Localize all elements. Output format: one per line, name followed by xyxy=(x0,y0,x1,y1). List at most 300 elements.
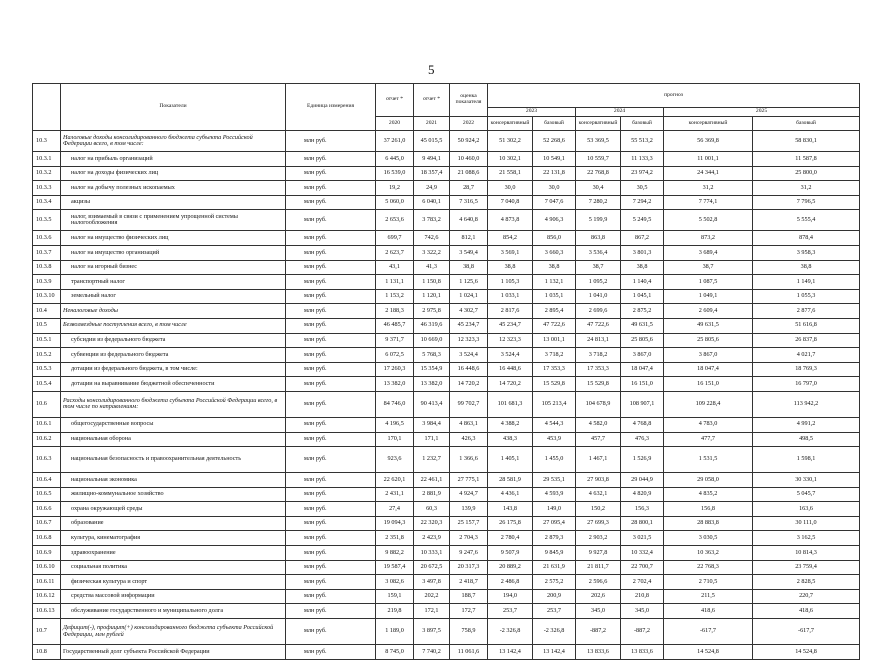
base-2025-header: базовый xyxy=(753,117,860,131)
row-value: 4 924,7 xyxy=(450,487,488,502)
table-row xyxy=(33,333,860,348)
row-indicator: культура, кинематография xyxy=(61,531,286,546)
row-value: 19 587,4 xyxy=(376,560,414,575)
row-value: 2 423,9 xyxy=(414,531,450,546)
row-value: 25 805,6 xyxy=(621,333,664,348)
row-indicator: транспортный налог xyxy=(61,275,286,290)
row-value: 5 045,7 xyxy=(753,487,860,502)
row-value: 3 536,4 xyxy=(576,245,621,260)
row-code: 10.4 xyxy=(33,304,61,319)
row-value: 9 845,9 xyxy=(533,546,576,561)
table-row xyxy=(33,391,860,417)
row-value: 10 549,1 xyxy=(533,152,576,167)
row-value: 27 903,8 xyxy=(576,473,621,488)
row-value: 812,1 xyxy=(450,231,488,246)
row-unit: млн руб. xyxy=(286,575,376,590)
row-value: 3 867,0 xyxy=(664,348,753,363)
row-value: 194,0 xyxy=(488,589,533,604)
row-value: 3 984,4 xyxy=(414,417,450,432)
row-value: 2 975,8 xyxy=(414,304,450,319)
table-row xyxy=(33,417,860,432)
row-value: 476,3 xyxy=(621,432,664,447)
row-value: 418,6 xyxy=(664,604,753,619)
row-value: 172,1 xyxy=(414,604,450,619)
row-value: 13 142,4 xyxy=(488,645,533,660)
row-value: 2 702,4 xyxy=(621,575,664,590)
row-value: 202,2 xyxy=(414,589,450,604)
row-value: 22 461,1 xyxy=(414,473,450,488)
row-indicator: Государственный долг субъекта Российской Федерации xyxy=(61,645,286,660)
row-value: 1 120,1 xyxy=(414,289,450,304)
row-value: 99 702,7 xyxy=(450,391,488,417)
row-code: 10.8 xyxy=(33,645,61,660)
row-value: 453,9 xyxy=(533,432,576,447)
row-code: 10.6.11 xyxy=(33,575,61,590)
forecast-header: прогноз xyxy=(488,84,860,108)
row-value: 7 796,5 xyxy=(753,195,860,210)
row-code: 10.6.6 xyxy=(33,502,61,517)
row-value: 7 740,2 xyxy=(414,645,450,660)
row-value: 6 072,5 xyxy=(376,348,414,363)
row-value: 7 316,5 xyxy=(450,195,488,210)
row-unit: млн руб. xyxy=(286,546,376,561)
row-value: 46 485,7 xyxy=(376,318,414,333)
row-value: 438,3 xyxy=(488,432,533,447)
row-value: 14 720,2 xyxy=(488,377,533,392)
row-indicator: налог на имущество организаций xyxy=(61,245,286,260)
row-value: 498,5 xyxy=(753,432,860,447)
row-code: 10.3.7 xyxy=(33,245,61,260)
row-value: 8 745,0 xyxy=(376,645,414,660)
row-value: 25 800,0 xyxy=(753,166,860,181)
conservative-2025-header: консервативный xyxy=(664,117,753,131)
row-value: 457,7 xyxy=(576,432,621,447)
table-row xyxy=(33,589,860,604)
row-value: 5 060,0 xyxy=(376,195,414,210)
row-value: 11 061,6 xyxy=(450,645,488,660)
row-value: 4 783,0 xyxy=(664,417,753,432)
row-value: 1 045,1 xyxy=(621,289,664,304)
row-value: 5 768,3 xyxy=(414,348,450,363)
row-unit: млн руб. xyxy=(286,531,376,546)
row-value: 28 883,8 xyxy=(664,516,753,531)
row-value: 150,2 xyxy=(576,502,621,517)
row-value: 30,0 xyxy=(488,181,533,196)
row-value: 200,9 xyxy=(533,589,576,604)
row-value: 28 800,1 xyxy=(621,516,664,531)
row-value: 1 526,9 xyxy=(621,447,664,473)
row-value: 12 323,3 xyxy=(450,333,488,348)
table-row xyxy=(33,210,860,231)
row-unit: млн руб. xyxy=(286,447,376,473)
row-value: 253,7 xyxy=(533,604,576,619)
row-value: 923,6 xyxy=(376,447,414,473)
row-value: -887,2 xyxy=(621,619,664,645)
table-row xyxy=(33,502,860,517)
row-value: 22 320,3 xyxy=(414,516,450,531)
row-code: 10.6.8 xyxy=(33,531,61,546)
row-value: 90 413,4 xyxy=(414,391,450,417)
row-value: 20 889,2 xyxy=(488,560,533,575)
row-value: 17 353,3 xyxy=(576,362,621,377)
row-value: 220,7 xyxy=(753,589,860,604)
row-value: 4 593,9 xyxy=(533,487,576,502)
row-value: 171,1 xyxy=(414,432,450,447)
row-indicator: национальная безопасность и правоохранительная деятельность xyxy=(61,447,286,473)
row-value: 7 280,2 xyxy=(576,195,621,210)
table-row xyxy=(33,560,860,575)
row-code: 10.5.4 xyxy=(33,377,61,392)
row-value: 13 001,1 xyxy=(533,333,576,348)
row-value: 2 596,6 xyxy=(576,575,621,590)
table-row xyxy=(33,348,860,363)
row-value: 426,3 xyxy=(450,432,488,447)
row-value: 11 133,3 xyxy=(621,152,664,167)
row-value: 5 555,4 xyxy=(753,210,860,231)
row-value: 27 095,4 xyxy=(533,516,576,531)
row-value: 16 151,0 xyxy=(664,377,753,392)
table-row xyxy=(33,575,860,590)
year-2025-header: 2025 xyxy=(664,108,860,117)
row-unit: млн руб. xyxy=(286,391,376,417)
row-value: 4 835,2 xyxy=(664,487,753,502)
row-value: 14 524,8 xyxy=(664,645,753,660)
row-code: 10.6.4 xyxy=(33,473,61,488)
row-indicator: Дефицит(-), профицит(+) консолидированного бюджета субъекта Российской Федерации, млн рублей xyxy=(61,619,286,645)
row-value: 13 382,0 xyxy=(414,377,450,392)
row-indicator: социальная политика xyxy=(61,560,286,575)
table-row xyxy=(33,260,860,275)
row-code: 10.6.1 xyxy=(33,417,61,432)
row-value: 49 631,5 xyxy=(621,318,664,333)
row-code: 10.6.2 xyxy=(33,432,61,447)
row-code: 10.5.3 xyxy=(33,362,61,377)
row-value: 56 369,8 xyxy=(664,131,753,152)
row-value: 27,4 xyxy=(376,502,414,517)
row-value: 38,8 xyxy=(450,260,488,275)
row-value: 21 631,9 xyxy=(533,560,576,575)
row-unit: млн руб. xyxy=(286,473,376,488)
conservative-2024-header: консервативный xyxy=(576,117,621,131)
estimate-header: оценка показателя xyxy=(450,84,488,117)
year-2024-header: 2024 xyxy=(576,108,664,117)
table-row xyxy=(33,447,860,473)
row-value: 22 768,8 xyxy=(576,166,621,181)
row-value: 17 260,3 xyxy=(376,362,414,377)
table-row xyxy=(33,289,860,304)
row-value: 3 569,1 xyxy=(488,245,533,260)
row-value: 477,7 xyxy=(664,432,753,447)
base-2023-header: базовый xyxy=(533,117,576,131)
row-value: 20 317,3 xyxy=(450,560,488,575)
row-value: 6 040,1 xyxy=(414,195,450,210)
row-value: 45 234,7 xyxy=(488,318,533,333)
row-value: 14 720,2 xyxy=(450,377,488,392)
row-value: 38,8 xyxy=(533,260,576,275)
row-unit: млн руб. xyxy=(286,152,376,167)
row-code: 10.5 xyxy=(33,318,61,333)
row-value: 51 302,2 xyxy=(488,131,533,152)
unit-header: Единица измерения xyxy=(286,84,376,131)
row-value: 25 805,6 xyxy=(664,333,753,348)
row-value: 1 055,3 xyxy=(753,289,860,304)
row-value: 10 333,1 xyxy=(414,546,450,561)
row-value: 3 867,0 xyxy=(621,348,664,363)
row-value: 4 302,7 xyxy=(450,304,488,319)
row-unit: млн руб. xyxy=(286,318,376,333)
row-value: 742,6 xyxy=(414,231,450,246)
row-value: 30,5 xyxy=(621,181,664,196)
row-code: 10.3.2 xyxy=(33,166,61,181)
row-code: 10.6.7 xyxy=(33,516,61,531)
row-code: 10.6.9 xyxy=(33,546,61,561)
row-indicator: налог на доходы физических лиц xyxy=(61,166,286,181)
row-value: 856,0 xyxy=(533,231,576,246)
row-code: 10.6.12 xyxy=(33,589,61,604)
row-value: 159,1 xyxy=(376,589,414,604)
row-indicator: дотации из федерального бюджета, в том числе: xyxy=(61,362,286,377)
row-indicator: здравоохранение xyxy=(61,546,286,561)
row-unit: млн руб. xyxy=(286,362,376,377)
row-value: 16 151,0 xyxy=(621,377,664,392)
table-row xyxy=(33,377,860,392)
row-value: 3 524,4 xyxy=(450,348,488,363)
row-value: 4 021,7 xyxy=(753,348,860,363)
row-value: 10 814,3 xyxy=(753,546,860,561)
table-row xyxy=(33,546,860,561)
row-unit: млн руб. xyxy=(286,516,376,531)
row-code: 10.3 xyxy=(33,131,61,152)
row-value: 18 047,4 xyxy=(664,362,753,377)
row-value: 3 030,5 xyxy=(664,531,753,546)
row-code: 10.3.8 xyxy=(33,260,61,275)
table-row xyxy=(33,195,860,210)
row-value: -2 326,8 xyxy=(533,619,576,645)
row-value: 23 974,2 xyxy=(621,166,664,181)
row-code: 10.6.13 xyxy=(33,604,61,619)
row-value: 4 632,1 xyxy=(576,487,621,502)
row-value: 19 094,3 xyxy=(376,516,414,531)
row-code: 10.3.3 xyxy=(33,181,61,196)
table-row xyxy=(33,304,860,319)
row-value: 699,7 xyxy=(376,231,414,246)
row-value: 4 768,8 xyxy=(621,417,664,432)
row-indicator: национальная оборона xyxy=(61,432,286,447)
row-code: 10.3.6 xyxy=(33,231,61,246)
row-value: 1 125,6 xyxy=(450,275,488,290)
row-value: 5 502,8 xyxy=(664,210,753,231)
row-value: 156,3 xyxy=(621,502,664,517)
table-row xyxy=(33,645,860,660)
row-unit: млн руб. xyxy=(286,560,376,575)
row-value: 253,7 xyxy=(488,604,533,619)
row-indicator: охрана окружающей среды xyxy=(61,502,286,517)
row-value: 18 769,3 xyxy=(753,362,860,377)
row-value: 10 332,4 xyxy=(621,546,664,561)
row-value: 4 640,8 xyxy=(450,210,488,231)
row-value: 10 669,0 xyxy=(414,333,450,348)
row-unit: млн руб. xyxy=(286,181,376,196)
row-indicator: налог на добычу полезных ископаемых xyxy=(61,181,286,196)
row-value: 22 131,8 xyxy=(533,166,576,181)
row-value: 758,9 xyxy=(450,619,488,645)
row-value: -617,7 xyxy=(753,619,860,645)
row-value: 9 882,2 xyxy=(376,546,414,561)
table-row xyxy=(33,275,860,290)
row-indicator: образование xyxy=(61,516,286,531)
row-value: 30 111,0 xyxy=(753,516,860,531)
row-value: 16 539,0 xyxy=(376,166,414,181)
row-unit: млн руб. xyxy=(286,131,376,152)
row-value: 23 759,4 xyxy=(753,560,860,575)
row-value: 10 559,7 xyxy=(576,152,621,167)
row-indicator: Безвозмездные поступления всего, в том числе xyxy=(61,318,286,333)
row-unit: млн руб. xyxy=(286,166,376,181)
row-value: 31,2 xyxy=(664,181,753,196)
table-row xyxy=(33,166,860,181)
row-value: 53 369,5 xyxy=(576,131,621,152)
row-value: 16 448,6 xyxy=(488,362,533,377)
row-value: 2 903,2 xyxy=(576,531,621,546)
row-value: 22 700,7 xyxy=(621,560,664,575)
row-unit: млн руб. xyxy=(286,604,376,619)
page-number: 5 xyxy=(428,62,435,77)
row-value: 55 513,2 xyxy=(621,131,664,152)
row-value: 188,7 xyxy=(450,589,488,604)
row-value: -2 326,8 xyxy=(488,619,533,645)
row-value: 3 958,3 xyxy=(753,245,860,260)
row-value: 3 497,8 xyxy=(414,575,450,590)
row-value: 14 524,8 xyxy=(753,645,860,660)
row-code: 10.5.2 xyxy=(33,348,61,363)
row-value: 1 140,4 xyxy=(621,275,664,290)
row-value: 38,8 xyxy=(488,260,533,275)
row-value: 17 353,3 xyxy=(533,362,576,377)
row-code: 10.3.4 xyxy=(33,195,61,210)
row-value: 4 991,2 xyxy=(753,417,860,432)
row-value: 1 150,8 xyxy=(414,275,450,290)
forecast-table xyxy=(32,83,860,660)
row-value: 105 213,4 xyxy=(533,391,576,417)
row-value: 4 196,5 xyxy=(376,417,414,432)
row-value: 2 875,2 xyxy=(621,304,664,319)
table-row xyxy=(33,516,860,531)
row-value: 4 436,1 xyxy=(488,487,533,502)
row-value: 2 877,6 xyxy=(753,304,860,319)
row-value: 2 431,1 xyxy=(376,487,414,502)
row-value: 2 780,4 xyxy=(488,531,533,546)
row-value: 5 199,9 xyxy=(576,210,621,231)
row-indicator: физическая культура и спорт xyxy=(61,575,286,590)
row-indicator: субвенции из федерального бюджета xyxy=(61,348,286,363)
row-value: 2 575,2 xyxy=(533,575,576,590)
row-code: 10.6.10 xyxy=(33,560,61,575)
row-value: 30 330,1 xyxy=(753,473,860,488)
row-value: 37 261,0 xyxy=(376,131,414,152)
row-value: 3 524,4 xyxy=(488,348,533,363)
row-indicator: дотации на выравнивание бюджетной обеспеченности xyxy=(61,377,286,392)
row-value: -887,2 xyxy=(576,619,621,645)
row-value: 19,2 xyxy=(376,181,414,196)
row-value: 47 722,6 xyxy=(576,318,621,333)
row-value: 16 797,0 xyxy=(753,377,860,392)
row-code: 10.3.5 xyxy=(33,210,61,231)
row-value: 156,8 xyxy=(664,502,753,517)
row-value: 11 001,1 xyxy=(664,152,753,167)
row-value: 10 302,1 xyxy=(488,152,533,167)
row-value: 3 689,4 xyxy=(664,245,753,260)
row-value: 13 382,0 xyxy=(376,377,414,392)
table-row xyxy=(33,245,860,260)
row-value: 3 801,3 xyxy=(621,245,664,260)
row-value: 10 460,0 xyxy=(450,152,488,167)
row-indicator: Неналоговые доходы xyxy=(61,304,286,319)
row-value: 2 828,5 xyxy=(753,575,860,590)
row-value: 3 021,5 xyxy=(621,531,664,546)
row-code: 10.5.1 xyxy=(33,333,61,348)
row-value: 21 088,6 xyxy=(450,166,488,181)
row-unit: млн руб. xyxy=(286,502,376,517)
row-value: 49 631,5 xyxy=(664,318,753,333)
row-unit: млн руб. xyxy=(286,304,376,319)
row-value: 22 768,3 xyxy=(664,560,753,575)
row-value: 1 405,1 xyxy=(488,447,533,473)
year-2020-header: 2020 xyxy=(376,117,414,131)
row-value: 4 388,2 xyxy=(488,417,533,432)
row-indicator: налог на имущество физических лиц xyxy=(61,231,286,246)
row-value: 1 105,3 xyxy=(488,275,533,290)
row-indicator: субсидии из федерального бюджета xyxy=(61,333,286,348)
row-indicator: средства массовой информации xyxy=(61,589,286,604)
row-value: 47 722,6 xyxy=(533,318,576,333)
row-value: 1 041,0 xyxy=(576,289,621,304)
row-indicator: акцизы xyxy=(61,195,286,210)
row-value: 1 049,1 xyxy=(664,289,753,304)
row-unit: млн руб. xyxy=(286,619,376,645)
row-unit: млн руб. xyxy=(286,645,376,660)
row-value: 3 162,5 xyxy=(753,531,860,546)
row-code: 10.3.9 xyxy=(33,275,61,290)
row-value: 30,0 xyxy=(533,181,576,196)
row-value: 43,1 xyxy=(376,260,414,275)
row-value: 3 549,4 xyxy=(450,245,488,260)
report-2021-header: отчет * xyxy=(414,84,450,117)
row-value: 3 322,2 xyxy=(414,245,450,260)
row-value: 2 879,3 xyxy=(533,531,576,546)
row-value: 3 718,2 xyxy=(576,348,621,363)
row-unit: млн руб. xyxy=(286,260,376,275)
row-unit: млн руб. xyxy=(286,348,376,363)
row-value: 6 445,0 xyxy=(376,152,414,167)
row-indicator: общегосударственные вопросы xyxy=(61,417,286,432)
row-value: 29 044,9 xyxy=(621,473,664,488)
row-value: 3 783,2 xyxy=(414,210,450,231)
row-value: 139,9 xyxy=(450,502,488,517)
row-value: 38,8 xyxy=(753,260,860,275)
year-2021-header: 2021 xyxy=(414,117,450,131)
row-value: 3 897,5 xyxy=(414,619,450,645)
row-value: 21 811,7 xyxy=(576,560,621,575)
row-value: 10 363,2 xyxy=(664,546,753,561)
table-row xyxy=(33,604,860,619)
row-value: 2 351,8 xyxy=(376,531,414,546)
row-unit: млн руб. xyxy=(286,487,376,502)
table-row xyxy=(33,531,860,546)
row-value: 13 833,6 xyxy=(576,645,621,660)
year-2022-header: 2022 xyxy=(450,117,488,131)
row-code: 10.3.1 xyxy=(33,152,61,167)
row-code: 10.3.10 xyxy=(33,289,61,304)
